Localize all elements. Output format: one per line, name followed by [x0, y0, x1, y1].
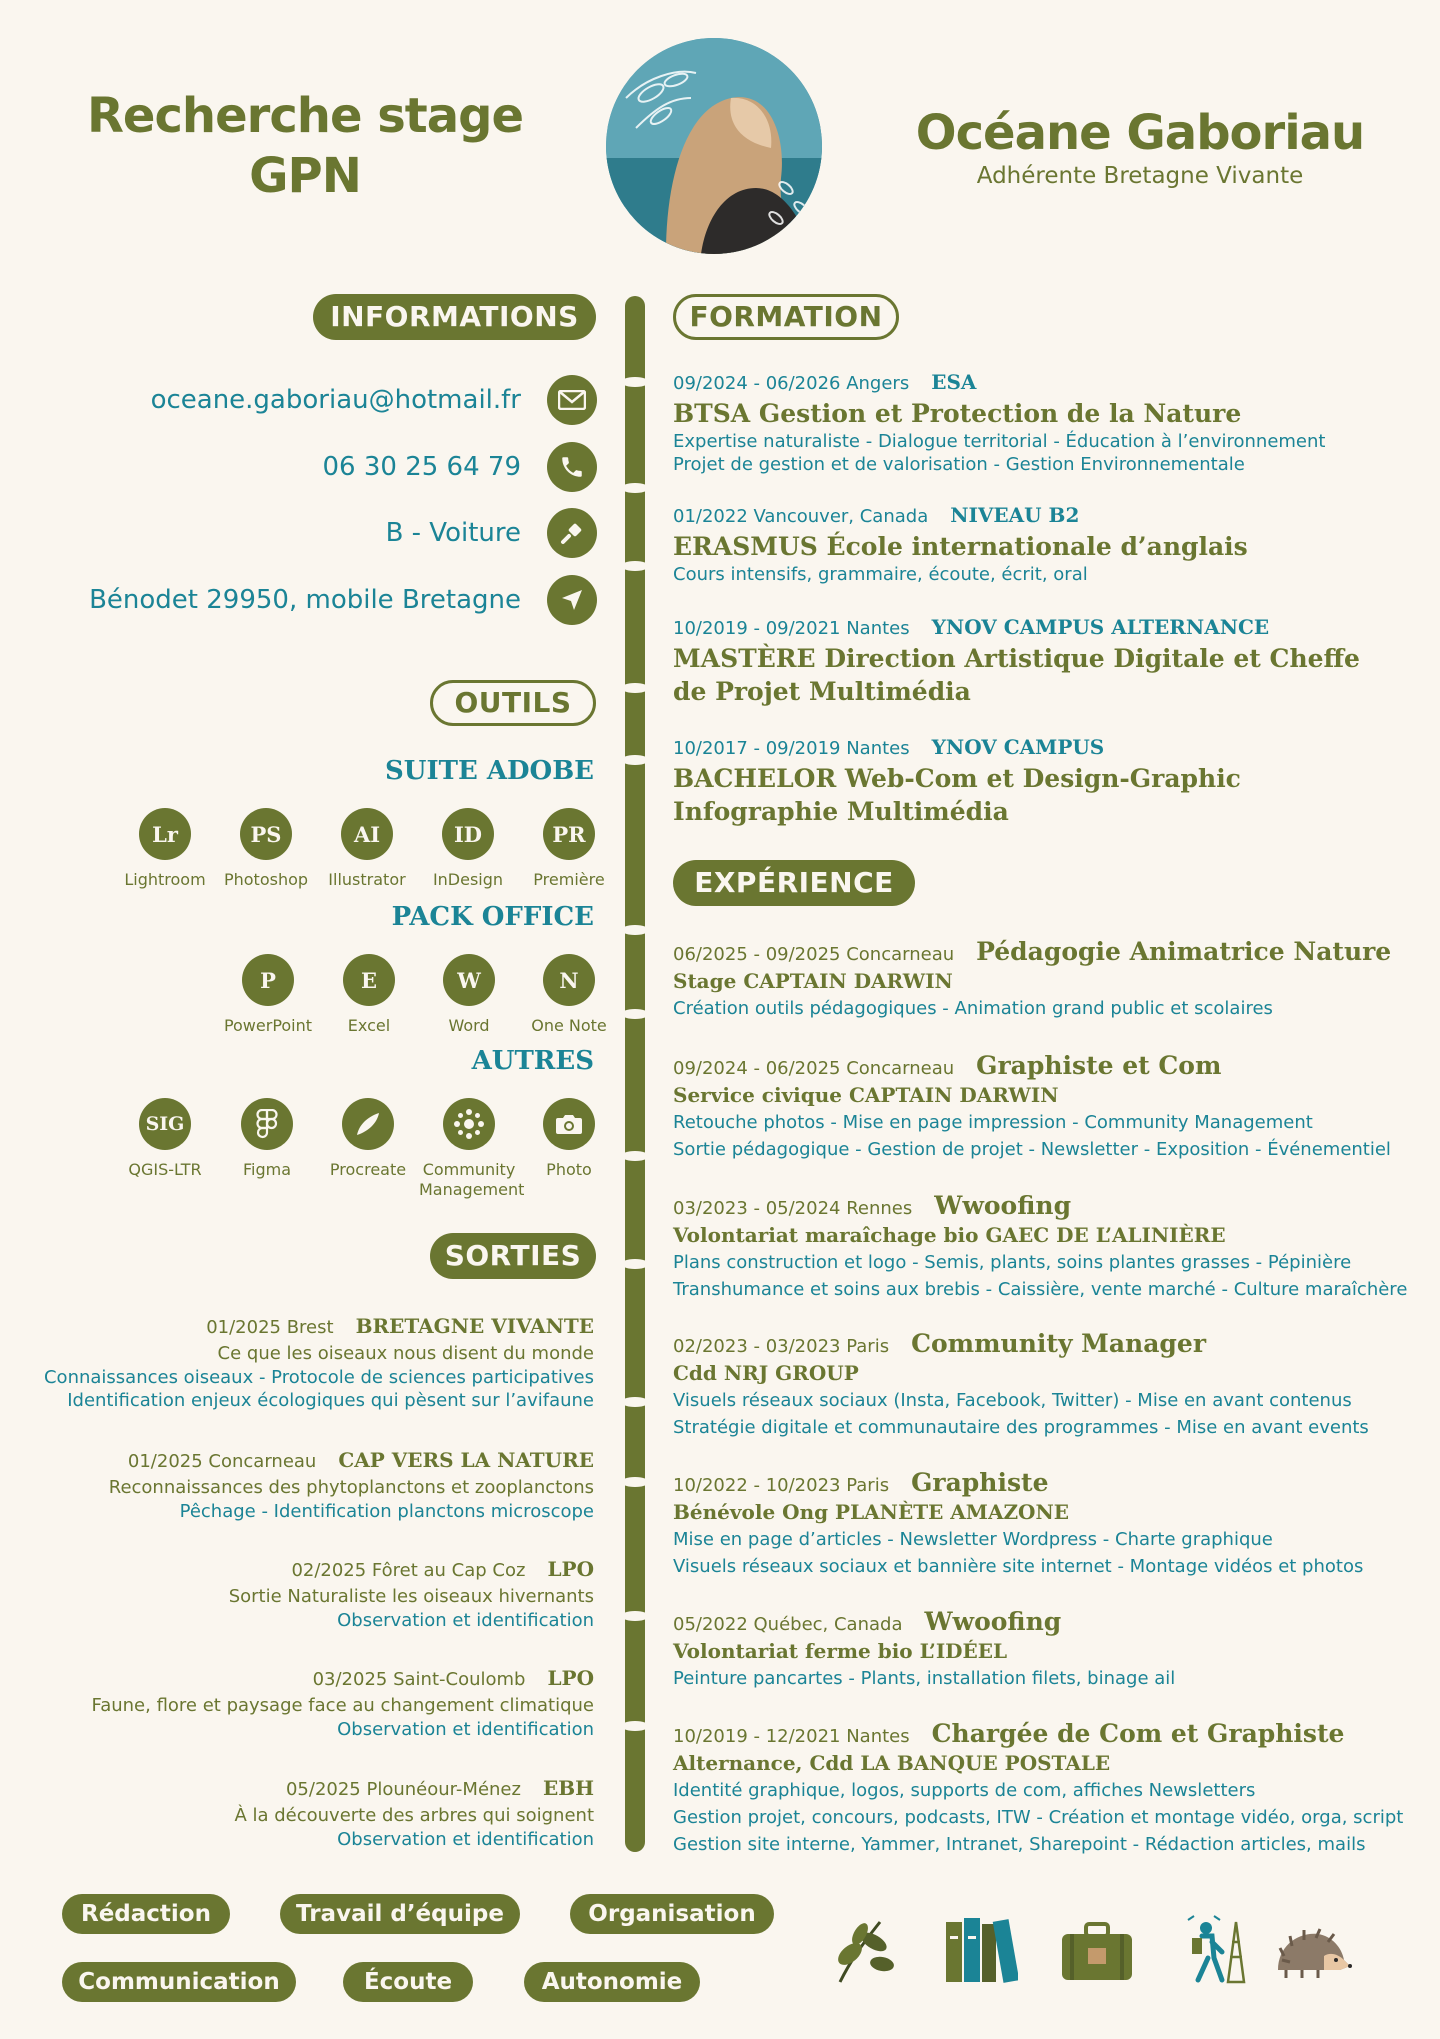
- formation-title: MASTÈRE Direction Artistique Digitale et Cheffe: [673, 644, 1360, 673]
- person-role: Adhérente Bretagne Vivante: [976, 163, 1304, 189]
- experience-subtitle: Service civique CAPTAIN DARWIN: [673, 1083, 1059, 1107]
- experience-meta: [673, 1053, 1413, 1082]
- experience-subtitle: Cdd NRJ GROUP: [673, 1361, 859, 1385]
- subheading-pack-office: PACK OFFICE: [391, 902, 594, 932]
- experience-meta: [673, 1721, 1413, 1750]
- experience-item: [673, 1609, 1413, 1692]
- tool-powerpoint: [218, 954, 318, 1036]
- indesign-icon: ID: [442, 808, 494, 860]
- experience-line: Peinture pancartes - Plants, installation filets, binage ail: [673, 1668, 1176, 1689]
- sortie-org: LPO: [547, 1666, 594, 1690]
- formation-date: 10/2017 - 09/2019 Nantes: [673, 738, 910, 759]
- tool-label: Figma: [242, 1160, 292, 1179]
- photoshop-icon: PS: [240, 808, 292, 860]
- formation-line: Cours intensifs, grammaire, écoute, écrit, oral: [673, 564, 1088, 585]
- tool-label: Photo: [546, 1160, 592, 1179]
- timeline-line: [624, 296, 646, 1852]
- experience-meta: [673, 1331, 1413, 1360]
- experience-role: Graphiste: [911, 1468, 1049, 1497]
- experience-subtitle: Volontariat ferme bio L’IDÉEL: [673, 1639, 1008, 1663]
- formation-title: ERASMUS École internationale d’anglais: [673, 532, 1248, 561]
- sortie-subtitle: À la découverte des arbres qui soignent: [234, 1805, 594, 1826]
- section-heading-outils: OUTILS: [430, 680, 596, 726]
- sortie-line: Observation et identification: [337, 1719, 594, 1740]
- sortie-line: Observation et identification: [337, 1610, 594, 1631]
- sortie-meta: [0, 1313, 594, 1341]
- tool-label: [419, 1160, 525, 1200]
- sortie-item: [0, 1665, 594, 1741]
- suitcase-icon: [1060, 1922, 1134, 1982]
- experience-date: 03/2023 - 05/2024 Rennes: [673, 1198, 913, 1219]
- formation-date: 09/2024 - 06/2026 Angers: [673, 373, 910, 394]
- tool-excel: [319, 954, 419, 1036]
- formation-item: [673, 734, 1413, 828]
- figma-icon: [241, 1098, 293, 1150]
- experience-role: Chargée de Com et Graphiste: [931, 1719, 1345, 1748]
- formation-meta: [673, 502, 1413, 530]
- avatar-photo-illustration: [606, 38, 822, 254]
- sortie-subtitle: Faune, flore et paysage face au changement climatique: [91, 1695, 594, 1716]
- tool-premiere: [519, 808, 619, 890]
- formation-title: BACHELOR Web-Com et Design-Graphic: [673, 764, 1241, 793]
- tool-label: InDesign: [432, 870, 504, 889]
- experience-subtitle: Bénévole Ong PLANÈTE AMAZONE: [673, 1500, 1070, 1524]
- header-title: [60, 86, 550, 206]
- onenote-icon: N: [543, 954, 595, 1006]
- location-icon: [547, 575, 597, 625]
- sortie-line: Pêchage - Identification planctons microscope: [179, 1501, 594, 1522]
- sortie-subtitle: Sortie Naturaliste les oiseaux hivernants: [228, 1586, 594, 1607]
- info-email[interactable]: oceane.gaboriau@hotmail.fr: [150, 385, 521, 415]
- word-icon: W: [443, 954, 495, 1006]
- avatar: [606, 38, 822, 254]
- formation-item: [673, 502, 1413, 586]
- experience-date: 02/2023 - 03/2023 Paris: [673, 1336, 890, 1357]
- formation-org: YNOV CAMPUS: [931, 735, 1105, 759]
- tool-qgis: [115, 1098, 215, 1180]
- phone-icon: [547, 442, 597, 492]
- tool-label: Lightroom: [124, 870, 206, 889]
- hiker-icon: [1184, 1912, 1248, 1984]
- books-icon: [944, 1916, 1018, 1984]
- sortie-date: 02/2025 Fôret au Cap Coz: [291, 1560, 526, 1581]
- tool-photoshop: [216, 808, 316, 890]
- tool-label-line1: Community: [422, 1160, 516, 1179]
- experience-meta: [673, 1470, 1413, 1499]
- experience-line: Retouche photos - Mise en page impression - Community Management: [673, 1112, 1313, 1133]
- experience-line: Visuels réseaux sociaux (Insta, Facebook, Twitter) - Mise en avant contenus: [673, 1390, 1352, 1411]
- sortie-line: Identification enjeux écologiques qui pèsent sur l’avifaune: [67, 1390, 594, 1411]
- experience-line: Identité graphique, logos, supports de com, affiches Newsletters: [673, 1780, 1256, 1801]
- experience-line: Création outils pédagogiques - Animation grand public et scolaires: [673, 998, 1273, 1019]
- experience-date: 06/2025 - 09/2025 Concarneau: [673, 944, 955, 965]
- experience-date: 10/2019 - 12/2021 Nantes: [673, 1726, 910, 1747]
- qgis-icon: SIG: [139, 1098, 191, 1150]
- skill-tag-redaction: Rédaction: [62, 1894, 230, 1934]
- section-heading-experience: EXPÉRIENCE: [673, 860, 915, 906]
- experience-item: [673, 1470, 1413, 1580]
- sortie-item: [0, 1313, 594, 1412]
- premiere-icon: PR: [543, 808, 595, 860]
- experience-subtitle: Alternance, Cdd LA BANQUE POSTALE: [673, 1751, 1111, 1775]
- experience-date: 10/2022 - 10/2023 Paris: [673, 1475, 890, 1496]
- subheading-suite-adobe: SUITE ADOBE: [385, 756, 594, 786]
- tool-label: One Note: [531, 1016, 607, 1035]
- formation-org: NIVEAU B2: [950, 503, 1080, 527]
- camera-icon: [543, 1098, 595, 1150]
- sortie-subtitle: Ce que les oiseaux nous disent du monde: [217, 1343, 594, 1364]
- sortie-date: 01/2025 Brest: [206, 1317, 334, 1338]
- tool-illustrator: [317, 808, 417, 890]
- info-phone[interactable]: 06 30 25 64 79: [322, 452, 521, 482]
- formation-title: BTSA Gestion et Protection de la Nature: [673, 399, 1242, 428]
- skill-tag-ecoute: Écoute: [343, 1962, 473, 2002]
- experience-item: [673, 939, 1413, 1022]
- tool-photo: [519, 1098, 619, 1180]
- sortie-item: [0, 1556, 594, 1632]
- sortie-line: Connaissances oiseaux - Protocole de sciences participatives: [43, 1367, 594, 1388]
- experience-subtitle: Volontariat maraîchage bio GAEC DE L’ALINIÈRE: [673, 1223, 1226, 1247]
- sortie-item: [0, 1447, 594, 1523]
- tool-community-management: [419, 1098, 525, 1200]
- formation-date: 10/2019 - 09/2021 Nantes: [673, 618, 910, 639]
- tool-procreate: [318, 1098, 418, 1180]
- tool-label: Procreate: [329, 1160, 407, 1179]
- info-email-row[interactable]: [151, 375, 597, 425]
- info-license-row: [386, 508, 597, 558]
- skill-tag-communication: Communication: [62, 1962, 296, 2002]
- tool-lightroom: [115, 808, 215, 890]
- formation-meta: [673, 614, 1413, 642]
- experience-line: Mise en page d’articles - Newsletter Wordpress - Charte graphique: [673, 1529, 1273, 1550]
- community-icon: [443, 1098, 495, 1150]
- formation-org: ESA: [931, 370, 977, 394]
- experience-date: 09/2024 - 06/2025 Concarneau: [673, 1058, 955, 1079]
- sortie-meta: [0, 1556, 594, 1584]
- info-location-row: [89, 575, 597, 625]
- tool-label: Photoshop: [223, 870, 309, 889]
- experience-item: [673, 1331, 1413, 1441]
- lightroom-icon: Lr: [139, 808, 191, 860]
- formation-item: [673, 369, 1413, 476]
- experience-role: Wwoofing: [924, 1607, 1062, 1636]
- procreate-icon: [342, 1098, 394, 1150]
- experience-item: [673, 1053, 1413, 1163]
- experience-role: Community Manager: [911, 1329, 1206, 1358]
- sortie-subtitle: Reconnaissances des phytoplanctons et zooplanctons: [108, 1477, 594, 1498]
- plant-icon: [830, 1912, 900, 1984]
- tool-label: PowerPoint: [223, 1016, 313, 1035]
- experience-meta: [673, 1193, 1413, 1222]
- experience-line: Sortie pédagogique - Gestion de projet - Newsletter - Exposition - Événementiel: [673, 1139, 1391, 1160]
- sortie-item: [0, 1775, 594, 1851]
- section-heading-informations: INFORMATIONS: [313, 294, 596, 340]
- sortie-org: BRETAGNE VIVANTE: [355, 1314, 594, 1338]
- header-title-line2: GPN: [249, 148, 361, 204]
- formation-title: de Projet Multimédia: [673, 677, 971, 706]
- sortie-meta: [0, 1447, 594, 1475]
- experience-meta: [673, 939, 1413, 968]
- skill-tag-travail-equipe: Travail d’équipe: [280, 1894, 520, 1934]
- header-identity: [880, 104, 1400, 190]
- tool-figma: [217, 1098, 317, 1180]
- sortie-org: LPO: [547, 1557, 594, 1581]
- formation-meta: [673, 734, 1413, 762]
- sortie-meta: [0, 1775, 594, 1803]
- experience-role: Graphiste et Com: [976, 1051, 1222, 1080]
- experience-line: Plans construction et logo - Semis, plants, soins plantes grasses - Pépinière: [673, 1252, 1352, 1273]
- section-heading-formation: FORMATION: [673, 294, 899, 340]
- tool-label: Excel: [347, 1016, 391, 1035]
- formation-item: [673, 614, 1413, 708]
- experience-subtitle: Stage CAPTAIN DARWIN: [673, 969, 953, 993]
- sortie-org: EBH: [542, 1776, 594, 1800]
- experience-line: Transhumance et soins aux brebis - Caissière, vente marché - Culture maraîchère: [673, 1279, 1408, 1300]
- experience-line: Gestion site interne, Yammer, Intranet, Sharepoint - Rédaction articles, mails: [673, 1834, 1366, 1855]
- sortie-line: Observation et identification: [337, 1829, 594, 1850]
- formation-line: Expertise naturaliste - Dialogue territorial - Éducation à l’environnement: [673, 431, 1326, 452]
- formation-line: Projet de gestion et de valorisation - Gestion Environnementale: [673, 454, 1245, 475]
- mail-icon: [547, 375, 597, 425]
- tool-indesign: [418, 808, 518, 890]
- skill-tag-organisation: Organisation: [570, 1894, 774, 1934]
- excel-icon: E: [343, 954, 395, 1006]
- formation-meta: [673, 369, 1413, 397]
- tool-label-line2: Management: [419, 1180, 525, 1199]
- experience-item: [673, 1721, 1413, 1858]
- sortie-date: 03/2025 Saint-Coulomb: [312, 1669, 526, 1690]
- experience-role: Pédagogie Animatrice Nature: [976, 937, 1392, 966]
- experience-line: Gestion projet, concours, podcasts, ITW - Création et montage vidéo, orga, script: [673, 1807, 1404, 1828]
- header-title-line1: Recherche stage: [86, 88, 524, 144]
- experience-role: Wwoofing: [934, 1191, 1072, 1220]
- experience-date: 05/2022 Québec, Canada: [673, 1614, 903, 1635]
- formation-org: YNOV CAMPUS ALTERNANCE: [931, 615, 1270, 639]
- tool-word: [419, 954, 519, 1036]
- info-phone-row[interactable]: [323, 442, 597, 492]
- section-heading-sorties: SORTIES: [430, 1233, 596, 1279]
- skill-tag-autonomie: Autonomie: [524, 1962, 700, 2002]
- sortie-meta: [0, 1665, 594, 1693]
- formation-title: Infographie Multimédia: [673, 797, 1009, 826]
- tool-label: Word: [448, 1016, 490, 1035]
- person-name: Océane Gaboriau: [915, 105, 1365, 161]
- experience-item: [673, 1193, 1413, 1303]
- info-location: Bénodet 29950, mobile Bretagne: [89, 585, 521, 615]
- tool-onenote: [519, 954, 619, 1036]
- sortie-date: 05/2025 Plounéour-Ménez: [285, 1779, 521, 1800]
- experience-line: Visuels réseaux sociaux et bannière site internet - Montage vidéos et photos: [673, 1556, 1364, 1577]
- sortie-date: 01/2025 Concarneau: [127, 1451, 317, 1472]
- license-icon: [547, 508, 597, 558]
- sortie-org: CAP VERS LA NATURE: [338, 1448, 594, 1472]
- experience-line: Stratégie digitale et communautaire des programmes - Mise en avant events: [673, 1417, 1369, 1438]
- tool-label: QGIS-LTR: [128, 1160, 202, 1179]
- tool-label: Première: [533, 870, 605, 889]
- hedgehog-icon: [1272, 1926, 1352, 1980]
- illustrator-icon: AI: [341, 808, 393, 860]
- powerpoint-icon: P: [242, 954, 294, 1006]
- tool-label: Illustrator: [328, 870, 406, 889]
- subheading-autres: AUTRES: [471, 1046, 594, 1076]
- info-license: B - Voiture: [385, 518, 521, 548]
- formation-date: 01/2022 Vancouver, Canada: [673, 506, 929, 527]
- experience-meta: [673, 1609, 1413, 1638]
